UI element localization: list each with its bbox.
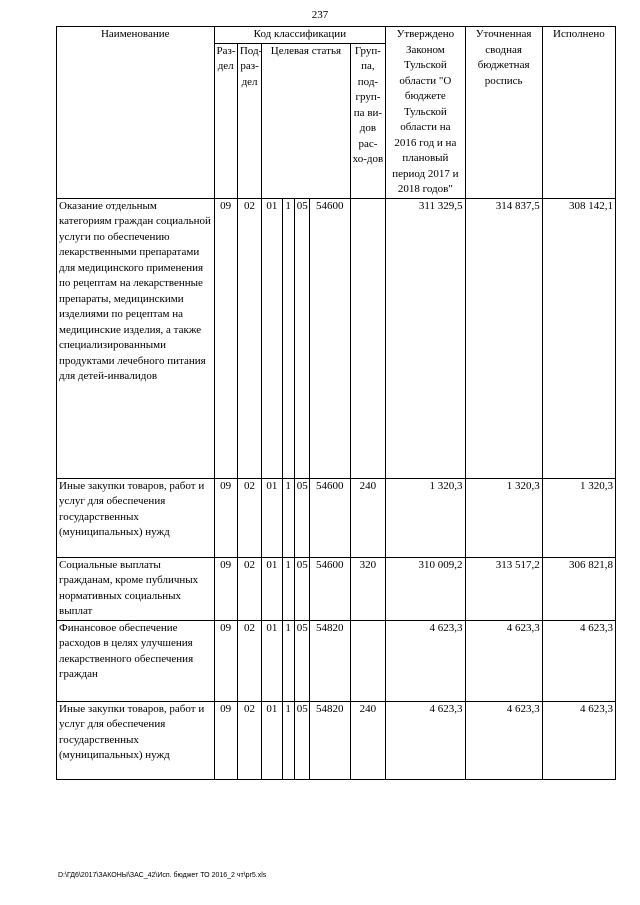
row-expense-type [350,198,386,478]
header-refined: Уточненная сводная бюджетная роспись [465,27,542,199]
row-expense-type: 320 [350,557,386,620]
row-refined: 313 517,2 [465,557,542,620]
row-target-1: 01 [262,620,282,701]
header-razdel: Раз-дел [214,43,237,198]
row-target-3: 05 [294,557,309,620]
header-row-1 [57,27,616,44]
row-razdel: 09 [214,478,237,557]
page-number: 237 [311,9,329,21]
row-razdel: 09 [214,701,237,779]
row-name: Иные закупки товаров, работ и услуг для обеспечения государственных (муниципальных) нужд [57,478,215,557]
row-razdel: 09 [214,620,237,701]
row-approved: 310 009,2 [386,557,465,620]
row-podrazdel: 02 [237,198,261,478]
header-executed: Исполнено [542,27,615,199]
row-target-4: 54600 [309,198,350,478]
row-executed: 1 320,3 [542,478,615,557]
table-row [57,557,616,620]
header-podrazdel: Под-раз-дел [237,43,261,198]
row-podrazdel: 02 [237,478,261,557]
header-name: Наименование [57,27,215,199]
row-target-2: 1 [282,198,294,478]
row-podrazdel: 02 [237,620,261,701]
row-target-3: 05 [294,478,309,557]
row-target-1: 01 [262,557,282,620]
header-code-group: Код классификации [214,27,386,44]
header-expense-type: Груп-па, под-груп-па ви-дов рас-хо-дов [350,43,386,198]
row-target-1: 01 [262,478,282,557]
row-podrazdel: 02 [237,701,261,779]
row-expense-type [350,620,386,701]
row-podrazdel: 02 [237,557,261,620]
row-target-4: 54820 [309,620,350,701]
row-executed: 308 142,1 [542,198,615,478]
row-name: Финансовое обеспечение расходов в целях улучшения лекарственного обеспечения граждан [57,620,215,701]
row-name: Оказание отдельным категориям граждан социальной услуги по обеспечению лекарственными препаратами для медицинского применения по рецептам на лекарственные препараты, медицинскими изделиями по рецептам на медицинские изделия, а также специализированными продуктами лечебного питания для детей-инвалидов [57,198,215,478]
row-name: Социальные выплаты гражданам, кроме публичных нормативных социальных выплат [57,557,215,620]
row-name: Иные закупки товаров, работ и услуг для обеспечения государственных (муниципальных) нужд [57,701,215,779]
budget-table [56,26,616,780]
row-razdel: 09 [214,198,237,478]
header-target-article: Целевая статья [262,43,350,198]
row-target-2: 1 [282,701,294,779]
footer-file-path: D:\ГД6\2017\ЗАКОНЫ\ЗАС_42\Исп. бюджет ТО 2016_2 чт\pr5.xls [58,872,267,879]
row-target-4: 54600 [309,557,350,620]
row-refined: 4 623,3 [465,701,542,779]
row-approved: 1 320,3 [386,478,465,557]
row-target-1: 01 [262,701,282,779]
table-row [57,620,616,701]
row-refined: 4 623,3 [465,620,542,701]
row-expense-type: 240 [350,478,386,557]
row-target-4: 54820 [309,701,350,779]
row-approved: 311 329,5 [386,198,465,478]
row-target-2: 1 [282,557,294,620]
row-razdel: 09 [214,557,237,620]
header-approved: Утверждено Законом Тульской области "О бюджете Тульской области на 2016 год и на плановый период 2017 и 2018 годов" [386,27,465,199]
row-target-3: 05 [294,198,309,478]
row-target-1: 01 [262,198,282,478]
row-approved: 4 623,3 [386,620,465,701]
row-target-3: 05 [294,620,309,701]
row-target-3: 05 [294,701,309,779]
table-row [57,701,616,779]
row-executed: 306 821,8 [542,557,615,620]
row-approved: 4 623,3 [386,701,465,779]
row-expense-type: 240 [350,701,386,779]
row-target-2: 1 [282,620,294,701]
row-refined: 314 837,5 [465,198,542,478]
row-executed: 4 623,3 [542,701,615,779]
row-target-4: 54600 [309,478,350,557]
row-target-2: 1 [282,478,294,557]
row-refined: 1 320,3 [465,478,542,557]
table-row [57,478,616,557]
row-executed: 4 623,3 [542,620,615,701]
table-row [57,198,616,478]
